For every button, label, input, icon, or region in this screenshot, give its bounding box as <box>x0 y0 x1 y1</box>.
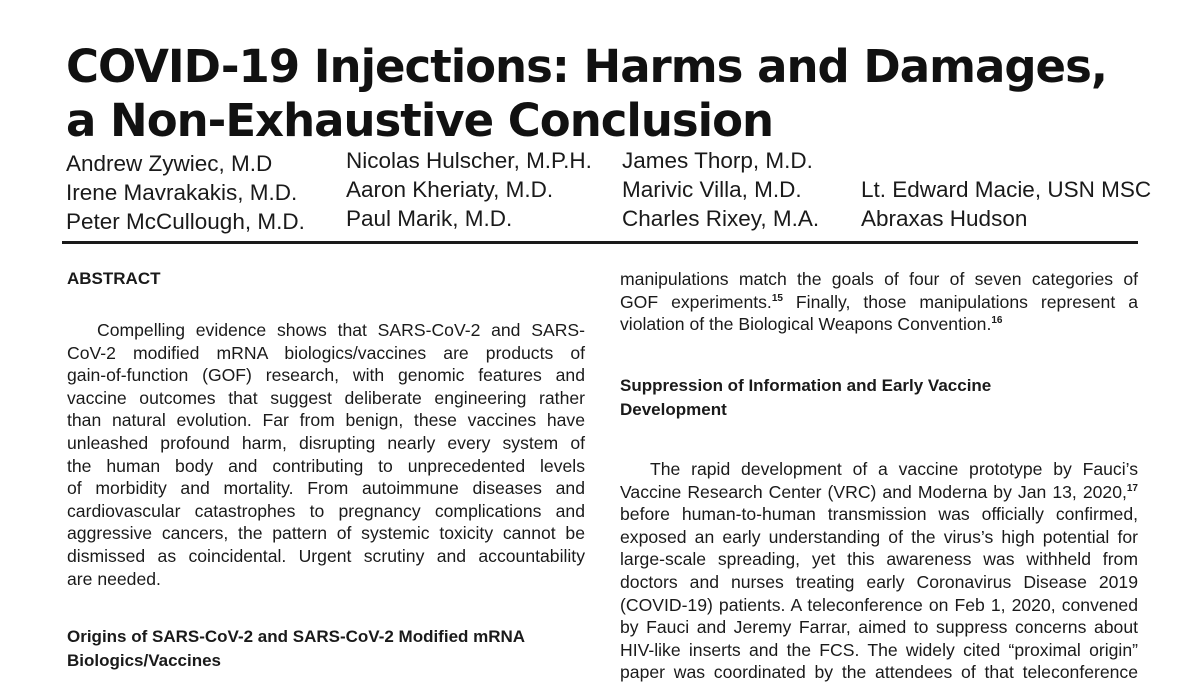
abstract-body <box>67 319 585 590</box>
author-name: Paul Marik, M.D. <box>346 206 513 231</box>
author-column-2 <box>346 146 592 233</box>
author-name: Peter McCullough, M.D. <box>66 209 305 234</box>
body-line: (COVID-19) patients. A teleconference on Feb 1, 2020, convened <box>620 594 1138 615</box>
abstract-line: dismissed as coincidental. Urgent scrutiny and accountability <box>67 545 585 566</box>
abstract-line: than natural evolution. Far from benign, these vaccines have <box>67 410 585 431</box>
body-line: large-scale spreading, yet this awareness was withheld from <box>620 549 1138 570</box>
abstract-line: are needed. <box>67 568 161 589</box>
abstract-line: the human body and contributing to unprecedented levels <box>67 455 585 476</box>
body-line: HIV-like inserts and the FCS. The widely cited “proximal origin” <box>620 639 1138 660</box>
header-divider <box>62 241 1138 244</box>
origins-heading <box>67 625 525 673</box>
body-line: exposed an early understanding of the virus’s high potential for <box>620 526 1138 547</box>
reference-number: 17 <box>1126 482 1138 494</box>
abstract-line: of morbidity and mortality. From autoimmune diseases and <box>67 478 585 499</box>
author-name: Lt. Edward Macie, USN MSC <box>861 177 1152 202</box>
origins-heading-line: Biologics/Vaccines <box>67 651 222 670</box>
abstract-line: Compelling evidence shows that SARS-CoV-2 and SARS- <box>97 320 585 340</box>
author-name: Marivic Villa, M.D. <box>622 177 802 202</box>
author-name: Aaron Kheriaty, M.D. <box>346 177 554 202</box>
abstract-line: CoV-2 modified mRNA biologics/vaccines are products of <box>67 342 585 363</box>
body-line: by Fauci and Jeremy Farrar, aimed to suppress concerns about <box>620 617 1138 638</box>
author-name: James Thorp, M.D. <box>622 148 813 173</box>
author-column-4 <box>861 175 1151 233</box>
abstract-heading: ABSTRACT <box>67 269 161 288</box>
body-line: doctors and nurses treating early Coronavirus Disease 2019 <box>620 571 1138 592</box>
abstract-line: gain-of-function (GOF) research, with genomic features and <box>67 365 585 386</box>
body-line <box>620 313 1138 336</box>
suppression-heading-line: Suppression of Information and Early Vaccine <box>620 376 992 395</box>
abstract-line: vaccine outcomes that suggest deliberate engineering rather <box>67 387 585 408</box>
suppression-body <box>620 458 1138 684</box>
body-line: paper was coordinated by the attendees of that teleconference <box>620 662 1138 683</box>
suppression-heading-line: Development <box>620 400 727 419</box>
origins-heading-line: Origins of SARS-CoV-2 and SARS-CoV-2 Modified mRNA <box>67 627 526 646</box>
body-line <box>620 481 1138 504</box>
body-text: Finally, those manipulations represent a <box>782 291 1138 312</box>
title-line-1: COVID-19 Injections: Harms and Damages, <box>66 40 1107 93</box>
author-name: Andrew Zywiec, M.D <box>66 151 273 176</box>
body-text: Vaccine Research Center (VRC) and Moderna by Jan 13, 2020, <box>620 481 1127 502</box>
abstract-line: unleashed profound harm, disrupting nearly every system of <box>67 432 585 453</box>
abstract-line: cardiovascular catastrophes to pregnancy complications and <box>67 500 585 521</box>
reference-number: 16 <box>991 315 1003 327</box>
author-name: Abraxas Hudson <box>861 206 1028 231</box>
reference-number: 15 <box>771 292 783 304</box>
body-line <box>620 291 1138 314</box>
author-name: Nicolas Hulscher, M.P.H. <box>346 148 592 173</box>
body-line: manipulations match the goals of four of seven categories of <box>620 269 1138 289</box>
body-text: violation of the Biological Weapons Convention. <box>620 314 992 335</box>
author-column-3 <box>622 146 819 233</box>
author-column-1 <box>66 149 305 236</box>
paper-title <box>66 40 1107 148</box>
body-line: before human-to-human transmission was officially confirmed, <box>620 504 1138 525</box>
author-name: Irene Mavrakakis, M.D. <box>66 180 298 205</box>
body-line: The rapid development of a vaccine prototype by Fauci’s <box>650 459 1138 479</box>
author-name: Charles Rixey, M.A. <box>622 206 820 231</box>
body-text: GOF experiments. <box>620 291 772 312</box>
right-column-top <box>620 268 1138 336</box>
suppression-heading <box>620 374 991 422</box>
title-line-2: a Non-Exhaustive Conclusion <box>66 94 774 147</box>
abstract-line: aggressive cancers, the pattern of systemic toxicity cannot be <box>67 523 585 544</box>
